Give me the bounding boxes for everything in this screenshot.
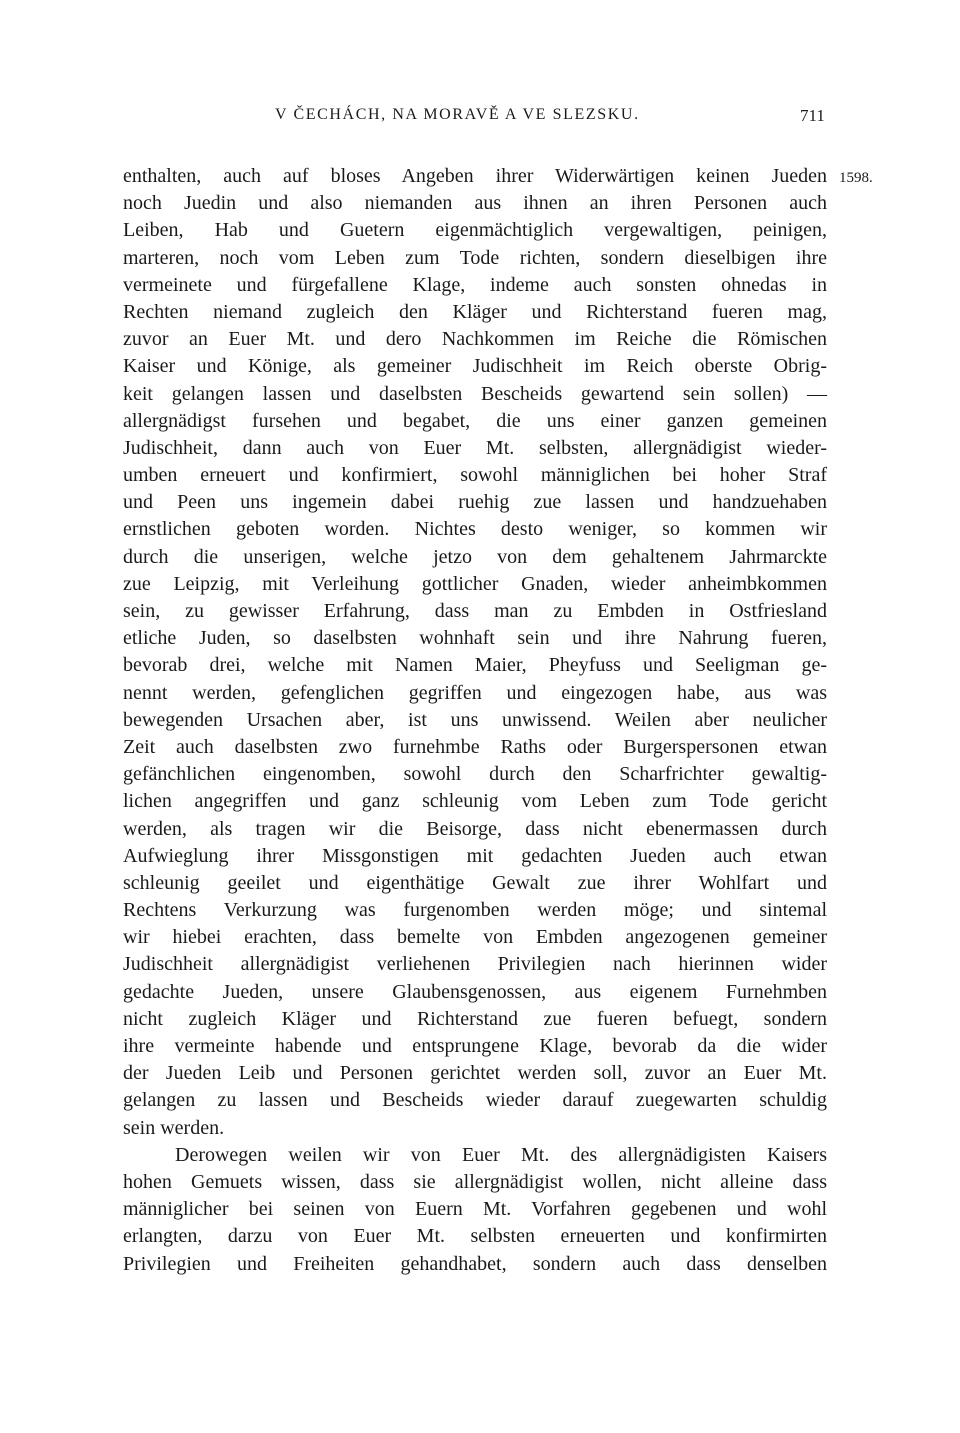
text-line: Zeit auch daselbsten zwo furnehmbe Raths oder Burgerspersonen etwan [123, 735, 827, 758]
text-line: Rechtens Verkurzung was furgenomben werden möge; und sintemal [123, 899, 827, 922]
text-line: gedachte Jueden, unsere Glaubensgenossen, aus eigenem Furnehmben [123, 980, 827, 1003]
text-line: Kaiser und Könige, als gemeiner Judischheit im Reich oberste Obrig- [123, 355, 827, 378]
text-line: ernstlichen geboten worden. Nichtes desto weniger, so kommen wir [123, 518, 827, 541]
text-line: hohen Gemuets wissen, dass sie allergnädigist wollen, nicht alleine dass [123, 1170, 827, 1193]
text-line: gelangen zu lassen und Bescheids wieder darauf zuegewarten schuldig [123, 1089, 827, 1112]
text-line: allergnädigst fursehen und begabet, die uns einer ganzen gemeinen [123, 409, 827, 432]
text-line: marteren, noch vom Leben zum Tode richten, sondern dieselbigen ihre [123, 246, 827, 269]
page-number: 711 [800, 106, 825, 125]
text-line: Judischheit allergnädigist verliehenen Privilegien nach hierinnen wider [123, 953, 827, 976]
text-line: nicht zugleich Kläger und Richterstand zue fueren befuegt, sondern [123, 1007, 827, 1030]
text-line: zue Leipzig, mit Verleihung gottlicher Gnaden, wieder anheimbkommen [123, 572, 827, 595]
text-line: gefänchlichen eingenomben, sowohl durch den Scharfrichter gewaltig- [123, 763, 827, 786]
text-line: und Peen uns ingemein dabei ruehig zue lassen und handzuehaben [123, 491, 827, 514]
body-text [123, 163, 827, 1278]
text-line: männiglicher bei seinen von Euern Mt. Vorfahren gegebenen und wohl [123, 1198, 827, 1221]
text-line: enthalten, auch auf bloses Angeben ihrer Widerwärtigen keinen Jueden [123, 165, 827, 187]
text-line: Derowegen weilen wir von Euer Mt. des allergnädigisten Kaisers [175, 1143, 827, 1166]
text-line: Rechten niemand zugleich den Kläger und Richterstand fueren mag, [123, 300, 827, 323]
text-line: wir hiebei erachten, dass bemelte von Embden angezogenen gemeiner [123, 926, 827, 949]
text-line: bewegenden Ursachen aber, ist uns unwissend. Weilen aber neulicher [123, 708, 827, 731]
text-line: erlangten, darzu von Euer Mt. selbsten erneuerten und konfirmirten [123, 1225, 827, 1248]
text-line: bevorab drei, welche mit Namen Maier, Pheyfuss und Seeligman ge- [123, 654, 827, 677]
text-line: Aufwieglung ihrer Missgonstigen mit gedachten Jueden auch etwan [123, 844, 827, 867]
text-line: Leiben, Hab und Guetern eigenmächtiglich vergewaltigen, peinigen, [123, 219, 827, 242]
text-line: Privilegien und Freiheiten gehandhabet, sondern auch dass denselben [123, 1252, 827, 1275]
text-line: etliche Juden, so daselbsten wohnhaft sein und ihre Nahrung fueren, [123, 627, 827, 650]
margin-year-note: 1598. [839, 170, 873, 186]
text-line: vermeinete und fürgefallene Klage, indeme auch sonsten ohnedas in [123, 273, 827, 296]
text-line: Judischheit, dann auch von Euer Mt. selbsten, allergnädigist wieder- [123, 436, 827, 459]
text-line: zuvor an Euer Mt. und dero Nachkommen im Reiche die Römischen [123, 328, 827, 351]
text-line: der Jueden Leib und Personen gerichtet werden soll, zuvor an Euer Mt. [123, 1062, 827, 1085]
text-line: werden, als tragen wir die Beisorge, dass nicht ebenermassen durch [123, 817, 827, 840]
text-line: durch die unserigen, welche jetzo von dem gehaltenem Jahrmarckte [123, 545, 827, 568]
text-line: nennt werden, gefenglichen gegriffen und eingezogen habe, aus was [123, 681, 827, 704]
text-line: keit gelangen lassen und daselbsten Bescheids gewartend sein sollen) — [123, 382, 827, 405]
text-line: sein werden. [123, 1116, 225, 1139]
text-line: umben erneuert und konfirmiert, sowohl männiglichen bei hoher Straf [123, 464, 827, 487]
text-line: lichen angegriffen und ganz schleunig vom Leben zum Tode gericht [123, 790, 827, 813]
text-line: schleunig geeilet und eigenthätige Gewalt zue ihrer Wohlfart und [123, 871, 827, 894]
running-head-title: V ČECHÁCH, NA MORAVĚ A VE SLEZSKU. [275, 106, 640, 123]
text-line: sein, zu gewisser Erfahrung, dass man zu Embden in Ostfriesland [123, 600, 827, 622]
text-line: noch Juedin und also niemanden aus ihnen an ihren Personen auch [123, 192, 827, 215]
text-line: ihre vermeinte habende und entsprungene Klage, bevorab da die wider [123, 1035, 827, 1057]
